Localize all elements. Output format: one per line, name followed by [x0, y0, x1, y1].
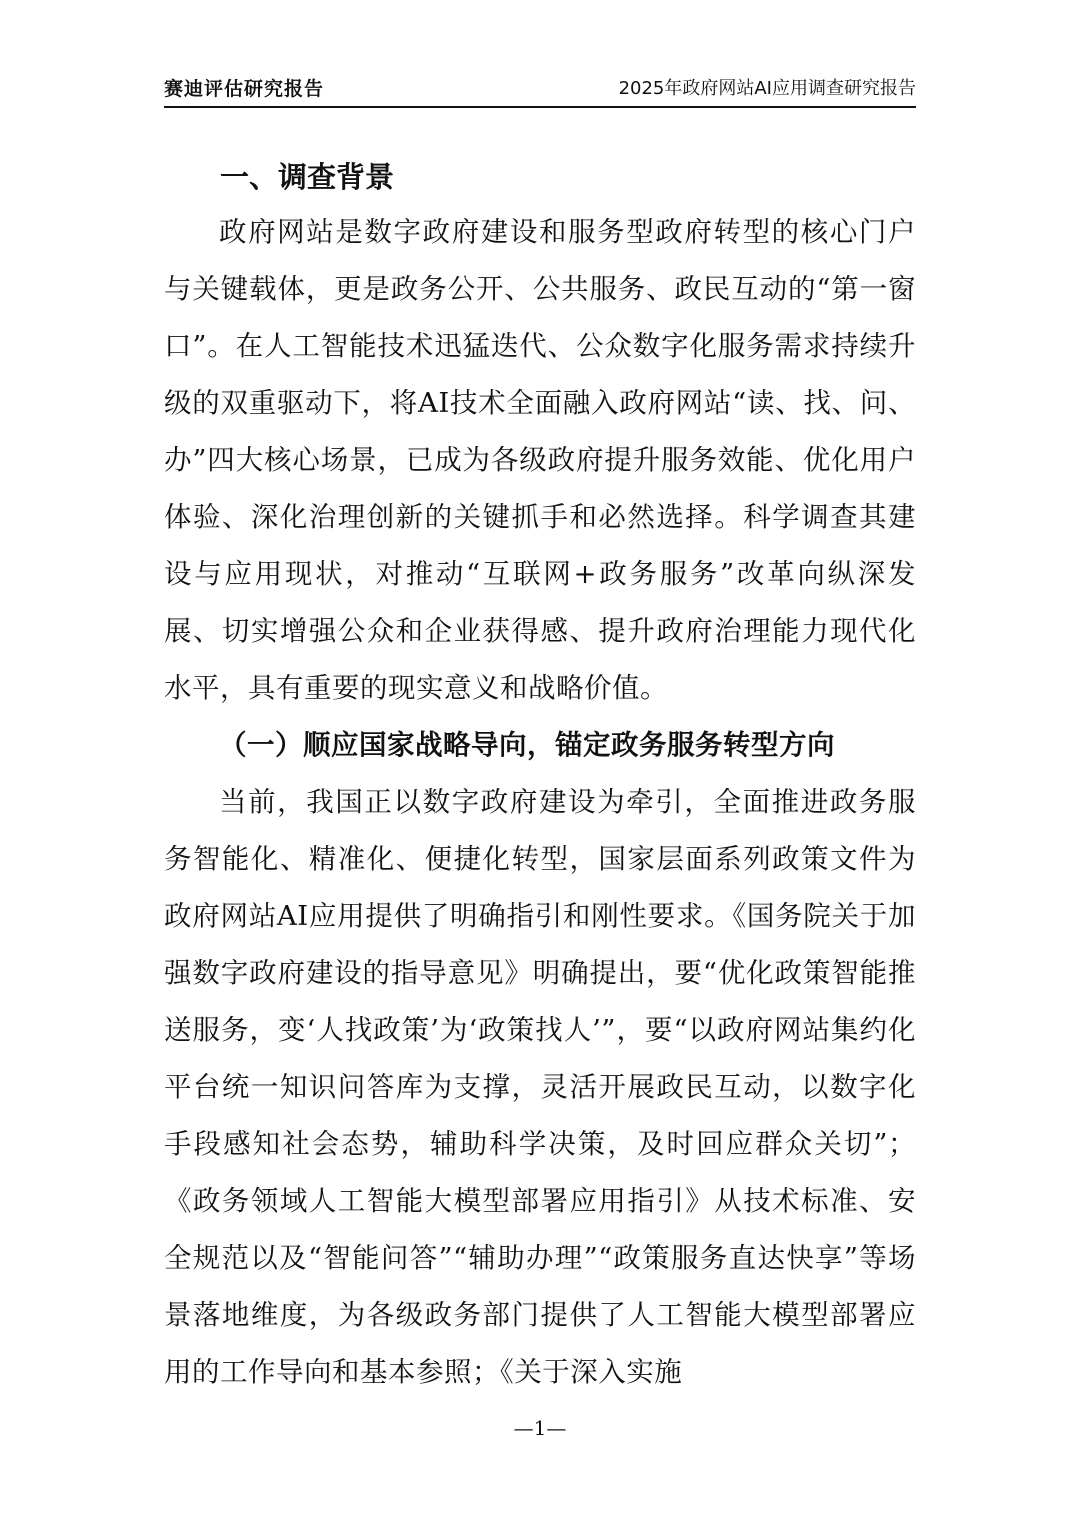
header-report-series: 赛迪评估研究报告 — [164, 78, 325, 100]
document-body — [164, 150, 916, 1401]
subsection-heading: （一）顺应国家战略导向，锚定政务服务转型方向 — [219, 729, 835, 761]
page-number: —1— — [513, 1416, 567, 1440]
header-report-title: 2025年政府网站AI应用调查研究报告 — [618, 78, 916, 99]
page-header — [164, 70, 916, 108]
section-heading: 一、调查背景 — [220, 160, 395, 194]
body-paragraph: 当前，我国正以数字政府建设为牵引，全面推进政务服务智能化、精准化、便捷化转型，国家层面系列政策文件为政府网站AI应用提供了明确指引和刚性要求。《国务院关于加强数字政府建设的指导意见》明确提出，要“优化政策智能推送服务，变‘人找政策’为‘政策找人’”，要“以政府网站集约化平台统一知识问答库为支撑，灵活开展政民互动，以数字化手段感知社会态势，辅助科学决策，及时回应群众关切”；《政务领域人工智能大模型部署应用指引》从技术标准、安全规范以及“智能问答”“辅助办理”“政策服务直达快享”等场景落地维度，为各级政务部门提供了人工智能大模型部署应用的工作导向和基本参照；《关于深入实施 — [164, 786, 916, 1388]
intro-paragraph: 政府网站是数字政府建设和服务型政府转型的核心门户与关键载体，更是政务公开、公共服务、政民互动的“第一窗口”。在人工智能技术迅猛迭代、公众数字化服务需求持续升级的双重驱动下，将AI技术全面融入政府网站“读、找、问、办”四大核心场景，已成为各级政府提升服务效能、优化用户体验、深化治理创新的关键抓手和必然选择。科学调查其建设与应用现状，对推动“互联网+政务服务”改革向纵深发展、切实增强公众和企业获得感、提升政府治理能力现代化水平，具有重要的现实意义和战略价值。 — [164, 216, 916, 704]
